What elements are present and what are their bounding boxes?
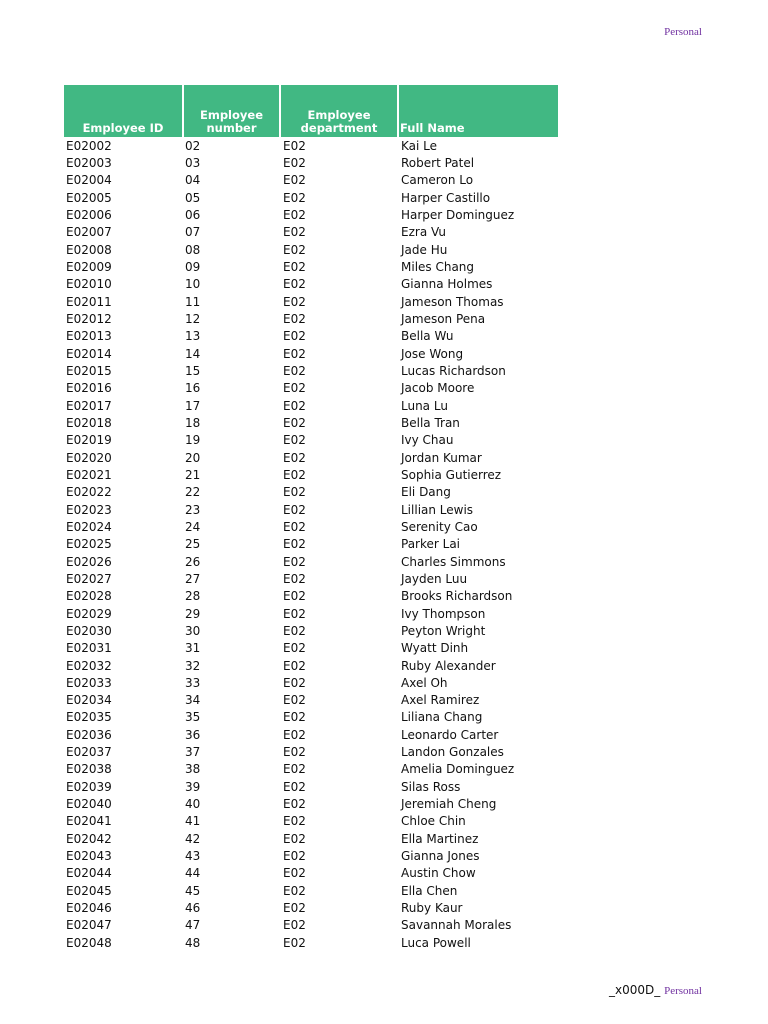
table-header <box>64 85 558 137</box>
table-row <box>64 310 558 327</box>
table-row <box>64 570 558 587</box>
cell-full-name: Gianna Holmes <box>401 277 493 292</box>
table-row <box>64 276 558 293</box>
cell-employee-department: E02 <box>283 675 306 690</box>
cell-employee-number: 06 <box>185 207 201 222</box>
cell-full-name: Brooks Richardson <box>401 589 513 604</box>
cell-full-name: Harper Dominguez <box>401 207 515 222</box>
table-row <box>64 761 558 778</box>
cell-employee-id: E02024 <box>66 519 112 534</box>
cell-full-name: Gianna Jones <box>401 849 480 864</box>
cell-employee-department: E02 <box>283 727 306 742</box>
cell-employee-department: E02 <box>283 467 306 482</box>
table-row <box>64 345 558 362</box>
cell-full-name: Ivy Chau <box>401 433 454 448</box>
cell-employee-id: E02011 <box>66 294 112 309</box>
cell-employee-department: E02 <box>283 450 306 465</box>
cell-employee-id: E02030 <box>66 623 112 638</box>
cell-employee-id: E02020 <box>66 450 112 465</box>
table-row <box>64 813 558 830</box>
cell-full-name: Cameron Lo <box>401 173 474 188</box>
table-row <box>64 137 558 154</box>
cell-employee-number: 34 <box>185 693 201 708</box>
cell-employee-number: 14 <box>185 346 201 361</box>
table-row <box>64 657 558 674</box>
table-row <box>64 640 558 657</box>
cell-employee-department: E02 <box>283 779 306 794</box>
cell-full-name: Axel Ramirez <box>401 693 480 708</box>
cell-full-name: Wyatt Dinh <box>401 641 469 656</box>
cell-employee-department: E02 <box>283 346 306 361</box>
cell-employee-department: E02 <box>283 173 306 188</box>
cell-full-name: Axel Oh <box>401 675 448 690</box>
cell-employee-department: E02 <box>283 693 306 708</box>
cell-employee-id: E02034 <box>66 693 112 708</box>
cell-full-name: Jeremiah Cheng <box>401 797 497 812</box>
cell-employee-number: 23 <box>185 502 201 517</box>
cell-employee-id: E02006 <box>66 207 112 222</box>
cell-employee-department: E02 <box>283 814 306 829</box>
cell-employee-id: E02009 <box>66 259 112 274</box>
cell-employee-department: E02 <box>283 398 306 413</box>
cell-full-name: Sophia Gutierrez <box>401 467 502 482</box>
cell-employee-department: E02 <box>283 831 306 846</box>
cell-full-name: Ezra Vu <box>401 225 446 240</box>
table-row <box>64 605 558 622</box>
cell-employee-id: E02019 <box>66 433 112 448</box>
cell-employee-department: E02 <box>283 433 306 448</box>
cell-employee-number: 43 <box>185 849 201 864</box>
table-row <box>64 536 558 553</box>
cell-employee-id: E02017 <box>66 398 112 413</box>
cell-employee-department: E02 <box>283 797 306 812</box>
cell-employee-department: E02 <box>283 554 306 569</box>
cell-employee-department: E02 <box>283 745 306 760</box>
cell-employee-department: E02 <box>283 502 306 517</box>
cell-employee-department: E02 <box>283 225 306 240</box>
cell-full-name: Ivy Thompson <box>401 606 486 621</box>
cell-employee-number: 02 <box>185 138 201 153</box>
cell-full-name: Jose Wong <box>401 346 464 361</box>
cell-full-name: Silas Ross <box>401 779 461 794</box>
table-row <box>64 328 558 345</box>
cell-employee-id: E02007 <box>66 225 112 240</box>
cell-full-name: Lucas Richardson <box>401 363 506 378</box>
cell-employee-number: 08 <box>185 242 201 257</box>
table-body <box>64 137 558 951</box>
cell-employee-department: E02 <box>283 242 306 257</box>
cell-employee-number: 05 <box>185 190 201 205</box>
table-row <box>64 484 558 501</box>
cell-employee-number: 29 <box>185 606 201 621</box>
cell-employee-id: E02035 <box>66 710 112 725</box>
cell-employee-number: 37 <box>185 745 201 760</box>
cell-employee-department: E02 <box>283 190 306 205</box>
cell-employee-department: E02 <box>283 519 306 534</box>
cell-full-name: Miles Chang <box>401 259 475 274</box>
cell-employee-department: E02 <box>283 901 306 916</box>
table-row <box>64 692 558 709</box>
cell-full-name: Jade Hu <box>401 242 448 257</box>
table-row <box>64 847 558 864</box>
table-row <box>64 449 558 466</box>
table-row <box>64 380 558 397</box>
cell-employee-id: E02010 <box>66 277 112 292</box>
cell-full-name: Lillian Lewis <box>401 502 474 517</box>
cell-employee-number: 28 <box>185 589 201 604</box>
cell-employee-number: 33 <box>185 675 201 690</box>
cell-employee-id: E02015 <box>66 363 112 378</box>
cell-full-name: Peyton Wright <box>401 623 486 638</box>
table-row <box>64 172 558 189</box>
table-row <box>64 293 558 310</box>
cell-employee-department: E02 <box>283 571 306 586</box>
cell-employee-number: 13 <box>185 329 201 344</box>
cell-employee-id: E02023 <box>66 502 112 517</box>
cell-employee-number: 10 <box>185 277 201 292</box>
table-row <box>64 917 558 934</box>
cell-employee-number: 26 <box>185 554 201 569</box>
cell-employee-id: E02013 <box>66 329 112 344</box>
cell-employee-id: E02026 <box>66 554 112 569</box>
cell-employee-id: E02016 <box>66 381 112 396</box>
cell-employee-number: 07 <box>185 225 201 240</box>
cell-employee-number: 30 <box>185 623 201 638</box>
cell-employee-department: E02 <box>283 415 306 430</box>
cell-employee-department: E02 <box>283 363 306 378</box>
cell-employee-number: 31 <box>185 641 201 656</box>
cell-employee-department: E02 <box>283 866 306 881</box>
cell-full-name: Bella Tran <box>401 415 460 430</box>
cell-employee-number: 11 <box>185 294 201 309</box>
cell-employee-number: 19 <box>185 433 201 448</box>
cell-full-name: Liliana Chang <box>401 710 483 725</box>
cell-employee-id: E02037 <box>66 745 112 760</box>
cell-employee-id: E02048 <box>66 935 112 950</box>
table-row <box>64 865 558 882</box>
employee-table <box>64 85 558 951</box>
cell-employee-number: 32 <box>185 658 201 673</box>
cell-employee-number: 09 <box>185 259 201 274</box>
cell-employee-id: E02044 <box>66 866 112 881</box>
cell-full-name: Luca Powell <box>401 935 471 950</box>
table-row <box>64 189 558 206</box>
cell-employee-department: E02 <box>283 935 306 950</box>
cell-employee-id: E02046 <box>66 901 112 916</box>
cell-employee-id: E02033 <box>66 675 112 690</box>
cell-full-name: Landon Gonzales <box>401 745 504 760</box>
cell-employee-department: E02 <box>283 294 306 309</box>
cell-employee-number: 04 <box>185 173 201 188</box>
table-row <box>64 795 558 812</box>
cell-employee-number: 20 <box>185 450 201 465</box>
cell-employee-number: 39 <box>185 779 201 794</box>
cell-employee-number: 48 <box>185 935 201 950</box>
table-row <box>64 397 558 414</box>
cell-employee-id: E02045 <box>66 883 112 898</box>
cell-employee-department: E02 <box>283 329 306 344</box>
cell-full-name: Jordan Kumar <box>401 450 482 465</box>
cell-employee-number: 21 <box>185 467 201 482</box>
cell-employee-id: E02040 <box>66 797 112 812</box>
table-row <box>64 206 558 223</box>
table-row <box>64 241 558 258</box>
cell-full-name: Luna Lu <box>401 398 448 413</box>
cell-employee-department: E02 <box>283 311 306 326</box>
table-row <box>64 622 558 639</box>
table-row <box>64 726 558 743</box>
column-header-full-name: Full Name <box>399 85 558 137</box>
table-row <box>64 224 558 241</box>
table-row <box>64 674 558 691</box>
cell-employee-id: E02032 <box>66 658 112 673</box>
cell-employee-department: E02 <box>283 155 306 170</box>
cell-employee-id: E02008 <box>66 242 112 257</box>
table-row <box>64 778 558 795</box>
cell-employee-id: E02014 <box>66 346 112 361</box>
footer <box>609 983 702 997</box>
table-row <box>64 588 558 605</box>
cell-employee-id: E02039 <box>66 779 112 794</box>
cell-employee-id: E02038 <box>66 762 112 777</box>
cell-full-name: Ella Chen <box>401 883 458 898</box>
cell-employee-id: E02036 <box>66 727 112 742</box>
cell-employee-id: E02003 <box>66 155 112 170</box>
table-row <box>64 830 558 847</box>
cell-full-name: Austin Chow <box>401 866 476 881</box>
cell-employee-department: E02 <box>283 849 306 864</box>
column-header-employee-id: Employee ID <box>64 85 184 137</box>
cell-employee-number: 18 <box>185 415 201 430</box>
cell-employee-number: 15 <box>185 363 201 378</box>
cell-full-name: Jayden Luu <box>401 571 468 586</box>
cell-full-name: Charles Simmons <box>401 554 506 569</box>
cell-full-name: Robert Patel <box>401 155 475 170</box>
cell-employee-department: E02 <box>283 658 306 673</box>
cell-employee-department: E02 <box>283 883 306 898</box>
table-row <box>64 553 558 570</box>
cell-employee-id: E02028 <box>66 589 112 604</box>
cell-employee-id: E02027 <box>66 571 112 586</box>
cell-employee-number: 17 <box>185 398 201 413</box>
cell-employee-id: E02005 <box>66 190 112 205</box>
cell-employee-id: E02047 <box>66 918 112 933</box>
cell-employee-department: E02 <box>283 485 306 500</box>
cell-employee-department: E02 <box>283 606 306 621</box>
cell-employee-number: 45 <box>185 883 201 898</box>
table-row <box>64 518 558 535</box>
cell-employee-number: 12 <box>185 311 201 326</box>
cell-employee-department: E02 <box>283 381 306 396</box>
cell-employee-department: E02 <box>283 259 306 274</box>
cell-full-name: Ella Martinez <box>401 831 479 846</box>
cell-employee-number: 27 <box>185 571 201 586</box>
table-row <box>64 414 558 431</box>
cell-employee-number: 25 <box>185 537 201 552</box>
cell-employee-id: E02002 <box>66 138 112 153</box>
table-row <box>64 258 558 275</box>
cell-employee-number: 03 <box>185 155 201 170</box>
cell-full-name: Savannah Morales <box>401 918 512 933</box>
cell-employee-id: E02012 <box>66 311 112 326</box>
cell-employee-id: E02018 <box>66 415 112 430</box>
table-row <box>64 466 558 483</box>
cell-full-name: Jacob Moore <box>401 381 475 396</box>
table-row <box>64 362 558 379</box>
footer-code: _x000D_ <box>609 983 661 997</box>
column-header-employee-department: Employee department <box>281 85 399 137</box>
cell-employee-department: E02 <box>283 762 306 777</box>
cell-employee-number: 41 <box>185 814 201 829</box>
cell-employee-id: E02004 <box>66 173 112 188</box>
cell-full-name: Eli Dang <box>401 485 451 500</box>
cell-employee-number: 40 <box>185 797 201 812</box>
cell-employee-number: 42 <box>185 831 201 846</box>
cell-full-name: Parker Lai <box>401 537 461 552</box>
cell-employee-id: E02041 <box>66 814 112 829</box>
cell-full-name: Chloe Chin <box>401 814 466 829</box>
cell-employee-department: E02 <box>283 641 306 656</box>
cell-full-name: Ruby Alexander <box>401 658 496 673</box>
cell-employee-number: 44 <box>185 866 201 881</box>
cell-employee-number: 16 <box>185 381 201 396</box>
cell-full-name: Harper Castillo <box>401 190 491 205</box>
cell-employee-department: E02 <box>283 277 306 292</box>
cell-employee-number: 22 <box>185 485 201 500</box>
table-row <box>64 154 558 171</box>
cell-employee-department: E02 <box>283 537 306 552</box>
cell-full-name: Serenity Cao <box>401 519 478 534</box>
cell-employee-department: E02 <box>283 710 306 725</box>
cell-employee-number: 24 <box>185 519 201 534</box>
cell-employee-department: E02 <box>283 138 306 153</box>
cell-employee-department: E02 <box>283 589 306 604</box>
table-row <box>64 709 558 726</box>
cell-employee-id: E02025 <box>66 537 112 552</box>
cell-full-name: Jameson Thomas <box>401 294 504 309</box>
sensitivity-label-header: Personal <box>664 26 702 38</box>
cell-employee-number: 38 <box>185 762 201 777</box>
table-row <box>64 743 558 760</box>
cell-employee-id: E02021 <box>66 467 112 482</box>
cell-full-name: Ruby Kaur <box>401 901 463 916</box>
cell-employee-id: E02043 <box>66 849 112 864</box>
cell-employee-id: E02042 <box>66 831 112 846</box>
cell-full-name: Kai Le <box>401 138 438 153</box>
table-row <box>64 882 558 899</box>
cell-full-name: Leonardo Carter <box>401 727 499 742</box>
table-row <box>64 899 558 916</box>
cell-full-name: Jameson Pena <box>401 311 486 326</box>
cell-employee-number: 36 <box>185 727 201 742</box>
table-row <box>64 501 558 518</box>
column-header-employee-number: Employee number <box>184 85 281 137</box>
cell-employee-number: 47 <box>185 918 201 933</box>
table-row <box>64 934 558 951</box>
cell-employee-department: E02 <box>283 918 306 933</box>
cell-full-name: Bella Wu <box>401 329 454 344</box>
sensitivity-label-footer: Personal <box>664 985 702 997</box>
table-row <box>64 432 558 449</box>
cell-employee-department: E02 <box>283 623 306 638</box>
cell-employee-id: E02022 <box>66 485 112 500</box>
cell-employee-id: E02031 <box>66 641 112 656</box>
cell-employee-number: 46 <box>185 901 201 916</box>
cell-full-name: Amelia Dominguez <box>401 762 515 777</box>
cell-employee-number: 35 <box>185 710 201 725</box>
cell-employee-department: E02 <box>283 207 306 222</box>
cell-employee-id: E02029 <box>66 606 112 621</box>
